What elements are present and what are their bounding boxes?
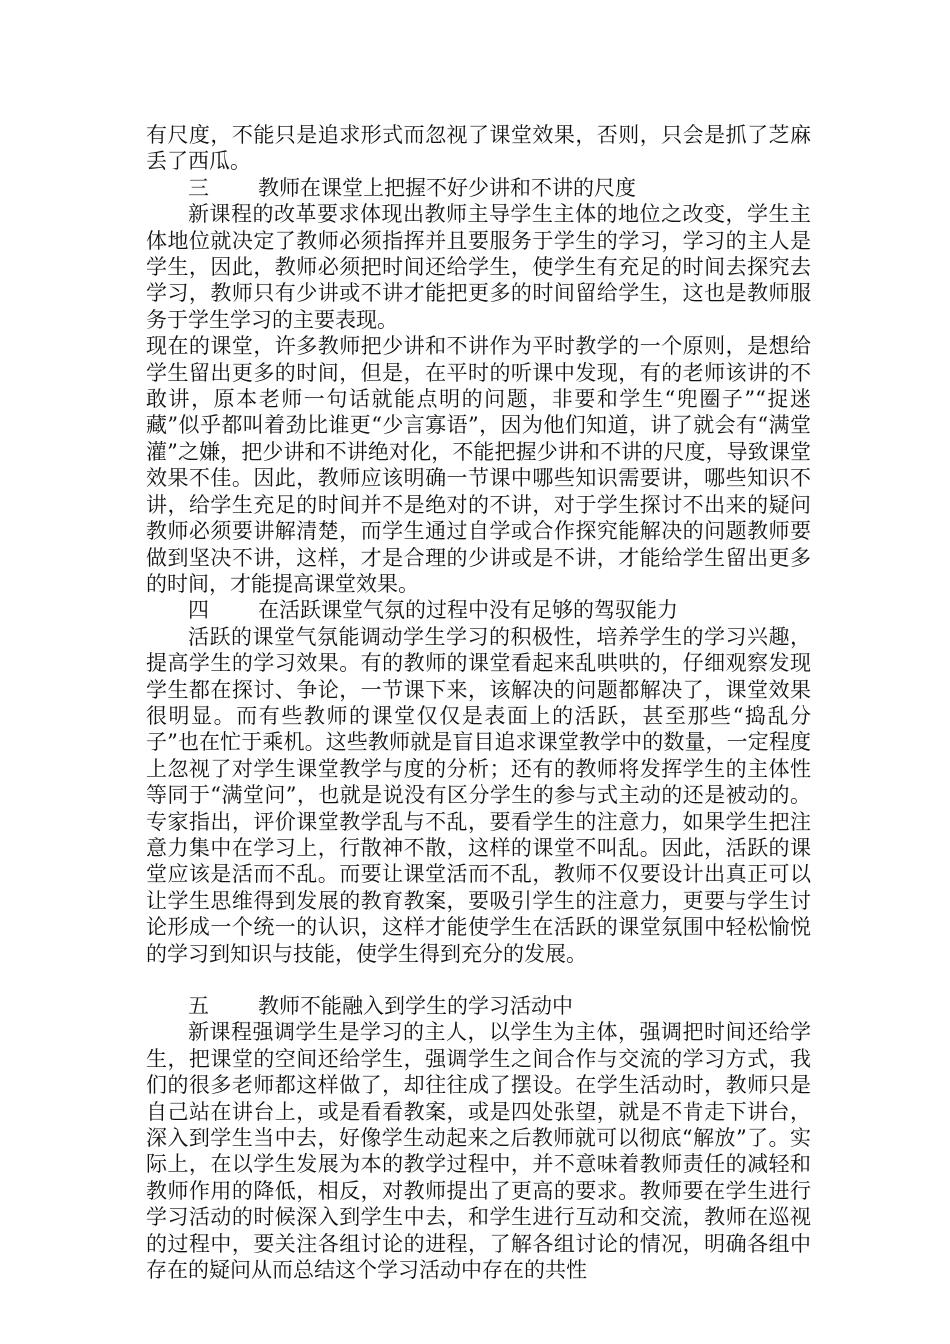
section-3-title: 教师在课堂上把握不好少讲和不讲的尺度 xyxy=(258,175,636,200)
section-5-title: 教师不能融入到学生的学习活动中 xyxy=(258,994,573,1018)
document-body xyxy=(146,122,811,1283)
section-3-heading xyxy=(146,175,811,201)
section-4-heading xyxy=(146,597,811,623)
section-4-number: 四 xyxy=(188,598,209,623)
section-5-heading xyxy=(146,993,811,1019)
paragraph-gap xyxy=(146,967,811,993)
section-3-paragraph-1: 新课程的改革要求体现出教师主导学生主体的地位之改变，学生主体地位就决定了教师必须指挥并且要服务于学生的学习，学习的主人是学生，因此，教师必须把时间还给学生，使学生有充足的时间去探究去学习，教师只有少讲或不讲才能把更多的时间留给学生，这也是教师服务于学生学习的主要表现。 xyxy=(146,202,811,332)
section-3-number: 三 xyxy=(188,175,209,200)
section-3-paragraph-2: 现在的课堂，许多教师把少讲和不讲作为平时教学的一个原则，是想给学生留出更多的时间，但是，在平时的听课中发现，有的老师该讲的不敢讲，原本老师一句话就能点明的问题，非要和学生“兜圈子”“捉迷藏”似乎都叫着劲比谁更“少言寡语”，因为他们知道，讲了就会有“满堂灌”之嫌，把少讲和不讲绝对化，不能把握少讲和不讲的尺度，导致课堂效果不佳。因此，教师应该明确一节课中哪些知识需要讲，哪些知识不讲，给学生充足的时间并不是绝对的不讲，对于学生探讨不出来的疑问教师必须要讲解清楚，而学生通过自学或合作探究能解决的问题教师要做到坚决不讲，这样，才是合理的少讲或是不讲，才能给学生留出更多的时间，才能提高课堂效果。 xyxy=(146,334,811,596)
section-4-title: 在活跃课堂气氛的过程中没有足够的驾驭能力 xyxy=(258,598,678,623)
section-5-paragraph-1: 新课程强调学生是学习的主人，以学生为主体，强调把时间还给学生，把课堂的空间还给学生，强调学生之间合作与交流的学习方式，我们的很多老师都这样做了，却往往成了摆设。在学生活动时，教师只是自己站在讲台上，或是看看教案，或是四处张望，就是不肯走下讲台，深入到学生当中去，好像学生动起来之后教师就可以彻底“解放”了。实际上，在以学生发展为本的教学过程中，并不意味着教师责任的减轻和教师作用的降低，相反，对教师提出了更高的要求。教师要在学生进行学习活动的时候深入到学生中去，和学生进行互动和交流，教师在巡视的过程中，要关注各组讨论的进程，了解各组讨论的情况，明确各组中存在的疑问从而总结这个学习活动中存在的共性 xyxy=(146,1020,811,1283)
section-5-number: 五 xyxy=(188,994,209,1018)
section-4-paragraph-1: 活跃的课堂气氛能调动学生学习的积极性，培养学生的学习兴趣，提高学生的学习效果。有的教师的课堂看起来乱哄哄的，仔细观察发现学生都在探讨、争论，一节课下来，该解决的问题都解决了，课堂效果很明显。而有些教师的课堂仅仅是表面上的活跃，甚至那些“捣乱分子”也在忙于乘机。这些教师就是盲目追求课堂教学中的数量，一定程度上忽视了对学生课堂教学与度的分析；还有的教师将发挥学生的主体性等同于“满堂问”，也就是说没有区分学生的参与式主动的还是被动的。专家指出，评价课堂教学乱与不乱，要看学生的注意力，如果学生把注意力集中在学习上，行散神不散，这样的课堂不叫乱。因此，活跃的课堂应该是活而不乱。而要让课堂活而不乱，教师不仅要设计出真正可以让学生思维得到发展的教育教案，要吸引学生的注意力，更要与学生讨论形成一个统一的认识，这样才能使学生在活跃的课堂氛围中轻松愉悦的学习到知识与技能，使学生得到充分的发展。 xyxy=(146,624,811,966)
intro-paragraph: 有尺度，不能只是追求形式而忽视了课堂效果，否则，只会是抓了芝麻丢了西瓜。 xyxy=(146,123,811,174)
